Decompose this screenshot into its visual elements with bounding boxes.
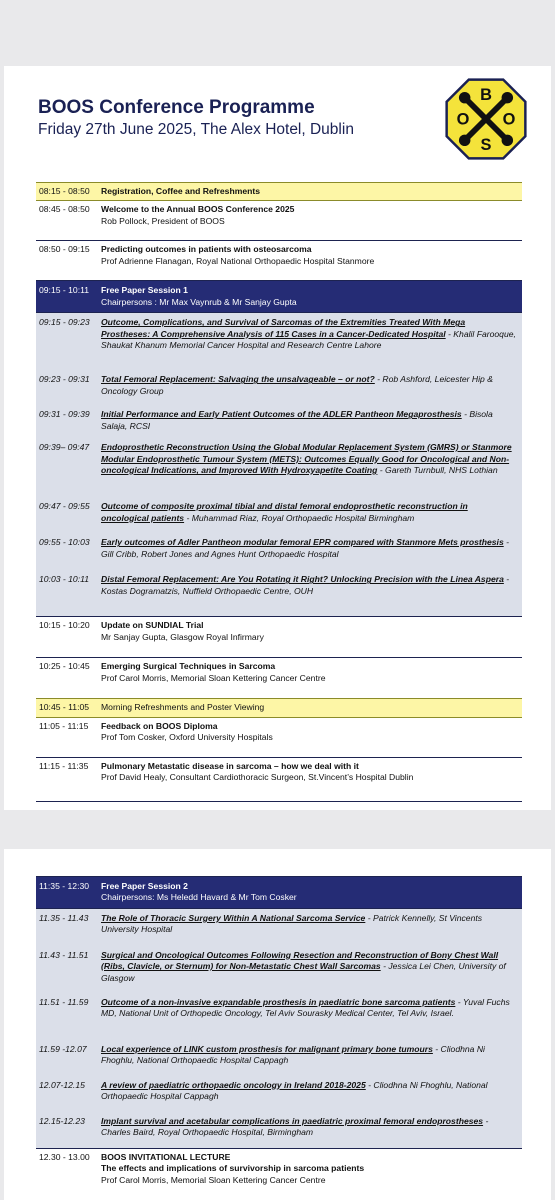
session-boos-diploma: 11:05 - 11:15 Feedback on BOOS Diploma Prof Tom Cosker, Oxford University Hospitals	[36, 717, 522, 757]
paper-item: 09:31 - 09:39 Initial Performance and Early Patient Outcomes of the ADLER Pantheon Megaprosthesis - Bisola Salaja, RCSI	[39, 409, 493, 431]
free-paper-session-2-list	[36, 908, 522, 1148]
schedule-table-1	[36, 182, 522, 802]
session-osteosarcoma: 08:50 - 09:15 Predicting outcomes in patients with osteosarcoma Prof Adrienne Flanagan, Royal National Orthopaedic Hospital Stanmore	[36, 240, 522, 280]
schedule-table-2	[36, 876, 522, 1189]
session-emerging-techniques: 10:25 - 10:45 Emerging Surgical Techniques in Sarcoma Prof Carol Morris, Memorial Sloan Kettering Cancer Centre	[36, 657, 522, 698]
paper-item: 09:39– 09:47 Endoprosthetic Reconstruction Using the Global Modular Replacement System (GMRS) or Stanmore Modular Endoprosthetic Tumour System (METS): Outcomes Equally Good for Oncological and Non-oncological Indications, and Improved With Hydroxyapetite Coating - Gareth Turnbull, NHS Lothian	[39, 442, 512, 476]
free-paper-session-1-header: 09:15 - 10:11 Free Paper Session 1 Chairpersons : Mr Max Vaynrub & Mr Sanjay Gupta	[36, 280, 522, 312]
logo-letter-o-left: O	[456, 110, 470, 129]
session-welcome: 08:45 - 08:50 Welcome to the Annual BOOS Conference 2025 Rob Pollock, President of BOOS	[36, 200, 522, 240]
paper-item: 10:03 - 10:11 Distal Femoral Replacement: Are You Rotating it Right? Unlocking Precision with the Linea Aspera - Kostas Dogramatzis, Nuffield Orthopaedic Centre, OUH	[39, 574, 510, 596]
paper-item: 12.15-12.23 Implant survival and acetabular complications in paediatric proximal femoral endoprostheses - Charles Baird, Royal Orthopaedic Hospital, Birmingham	[39, 1115, 489, 1138]
session-sundial: 10:15 - 10:20 Update on SUNDIAL Trial Mr Sanjay Gupta, Glasgow Royal Infirmary	[36, 616, 522, 657]
paper-item: 09:23 - 09:31 Total Femoral Replacement: Salvaging the unsalvageable – or not? - Rob Ashford, Leicester Hip & Oncology Group	[39, 374, 493, 396]
session-morning-refreshments: 10:45 - 11:05 Morning Refreshments and Poster Viewing	[36, 698, 522, 716]
paper-item: 09:47 - 09:55 Outcome of composite proximal tibial and distal femoral endoprosthetic reconstruction in oncological patients - Muhammad Riaz, Royal Orthopaedic Hospital Birmingham	[39, 501, 468, 523]
paper-item: 11.59 -12.07 Local experience of LINK custom prosthesis for malignant primary bone tumours - Cliodhna Ni Fhoghlu, National Orthopaedic Hospital Cappagh	[39, 1043, 485, 1066]
paper-item: 11.51 - 11.59 Outcome of a non-invasive expandable prosthesis in paediatric bone sarcoma patients - Yuval Fuchs MD, National Unit of Orthopedic Oncology, Tel Aviv Sourasky Medical Center, Tel Aviv, Israel.	[39, 996, 510, 1019]
logo-letter-b: B	[480, 86, 492, 105]
free-paper-session-2-header: 11:35 - 12:30 Free Paper Session 2 Chairpersons: Ms Heledd Havard & Mr Tom Cosker	[36, 876, 522, 908]
page-title: BOOS Conference Programme	[38, 97, 315, 118]
session-registration: 08:15 - 08:50 Registration, Coffee and Refreshments	[36, 182, 522, 200]
programme-page-1	[4, 66, 551, 810]
paper-item: 11.35 - 11.43 The Role of Thoracic Surgery Within A National Sarcoma Service - Patrick Kennelly, St Vincents University Hospital	[39, 912, 483, 935]
free-paper-session-1-list	[36, 312, 522, 616]
session-pulmonary-metastatic: 11:15 - 11:35 Pulmonary Metastatic disease in sarcoma – how we deal with it Prof David Healy, Consultant Cardiothoracic Surgeon, St.Vincent’s Hospital Dublin	[36, 757, 522, 801]
programme-page-2	[4, 849, 551, 1200]
paper-item: 11.43 - 11.51 Surgical and Oncological Outcomes Following Resection and Reconstruction of Bony Chest Wall (Ribs, Clavicle, or Sternum) for Non-Metastatic Chest Wall Sarcomas - Jessica Lei Chen, University of Glasgow	[39, 949, 506, 983]
paper-item: 09:55 - 10:03 Early outcomes of Adler Pantheon modular femoral EPR compared with Stanmore Mets prosthesis - Gill Cribb, Robert Jones and Agnes Hunt Orthopaedic Hospital	[39, 537, 509, 559]
logo-letter-s: S	[480, 136, 492, 155]
paper-item: 12.07-12.15 A review of paediatric orthopaedic oncology in Ireland 2018-2025 - Cliodhna Ni Fhoghlu, National Orthopaedic Hospital Cappagh	[39, 1079, 488, 1102]
paper-item: 09:15 - 09:23 Outcome, Complications, and Survival of Sarcomas of the Extremities Treated With Mega Prostheses: A Comprehensive Analysis of 115 Cases in a Cancer-Dedicated Hospital - Khalil Farooque, Shaukat Khanum Memorial Cancer Hospital and Research Centre Lahore	[39, 317, 516, 351]
page-subtitle: Friday 27th June 2025, The Alex Hotel, Dublin	[38, 121, 354, 138]
boos-logo	[445, 78, 527, 160]
session-invitational-lecture: 12.30 - 13.00 BOOS INVITATIONAL LECTURE The effects and implications of survivorship in sarcoma patients Prof Carol Morris, Memorial Sloan Kettering Cancer Centre	[36, 1148, 522, 1189]
logo-letter-o-right: O	[502, 110, 516, 129]
